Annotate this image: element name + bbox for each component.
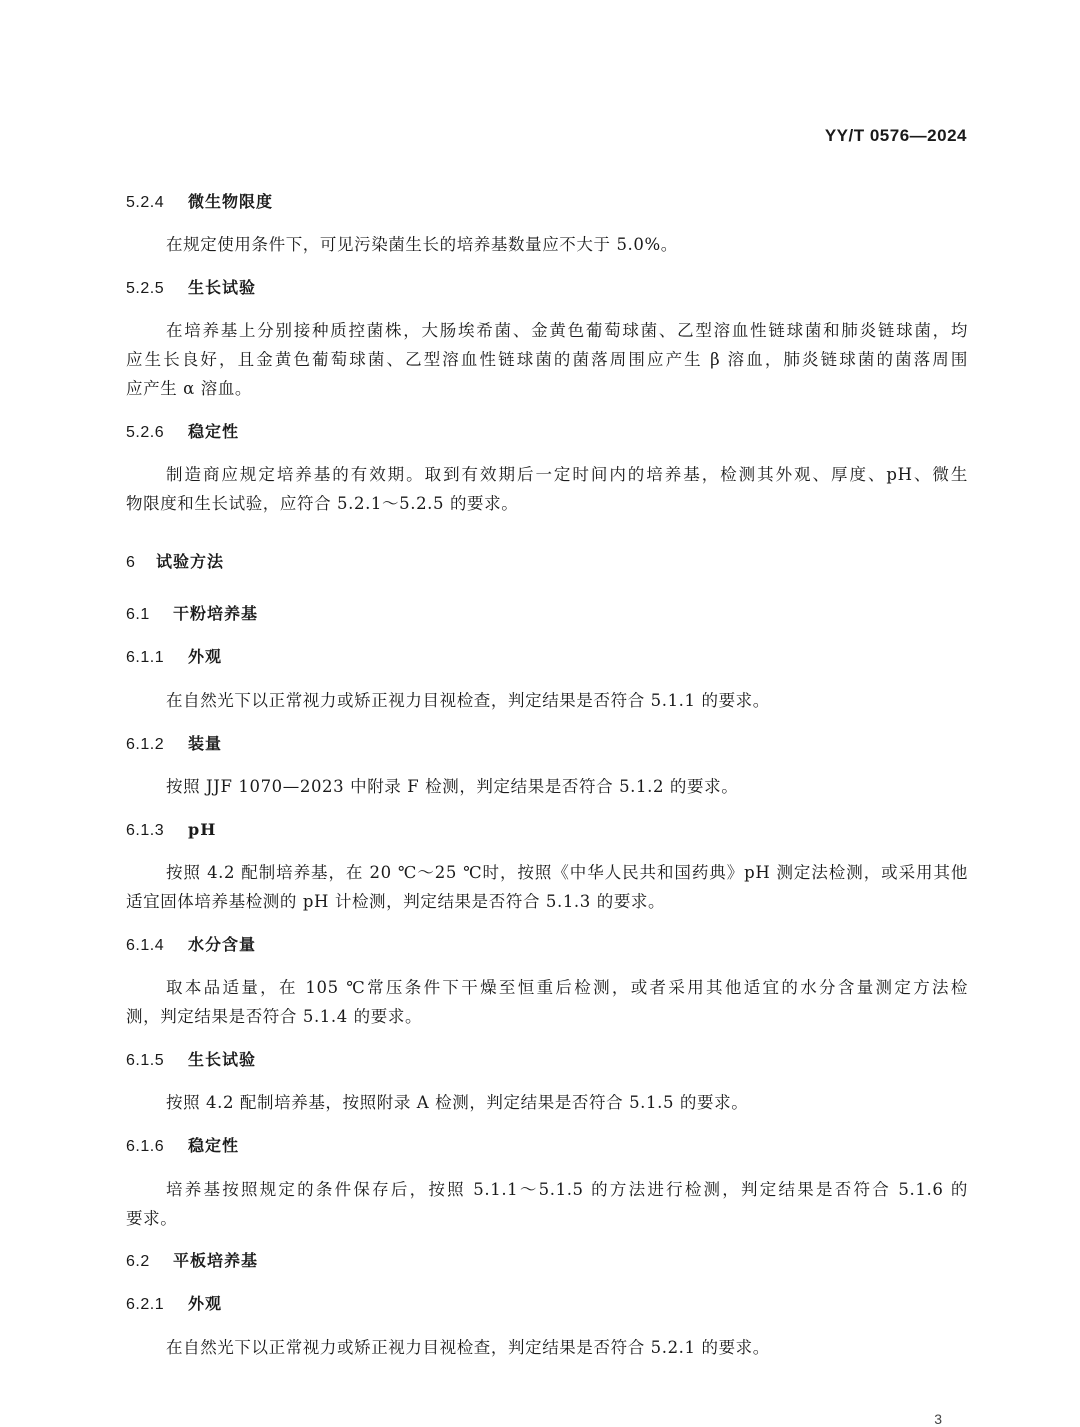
section-title: 生长试验 [188,1050,257,1069]
section-heading-6-1-3 [126,819,968,842]
section-number: 6.2.1 [126,1296,165,1313]
section-title: 平板培养基 [173,1251,259,1270]
section-number: 6.1.6 [126,1138,165,1155]
section-title: 稳定性 [188,1136,240,1155]
section-title: 稳定性 [188,422,240,441]
paragraph-line: 在自然光下以正常视力或矫正视力目视检查，判定结果是否符合 5.2.1 的要求。 [166,1338,770,1357]
section-title: 装量 [188,734,223,753]
section-title: 微生物限度 [188,192,274,211]
section-title: 干粉培养基 [173,604,259,623]
paragraph-line: 按照 JJF 1070—2023 中附录 F 检测，判定结果是否符合 5.1.2 的要求。 [166,777,739,796]
paragraph-5-2-6 [126,460,968,518]
paragraph-line: 培养基按照规定的条件保存后，按照 5.1.1～5.1.5 的方法进行检测，判定结果是否符合 5.1.6 的 [166,1180,968,1199]
section-title: 生长试验 [188,278,257,297]
paragraph-6-1-3 [126,858,968,916]
page-number: 3 [934,1411,942,1427]
section-number: 5.2.5 [126,280,165,297]
section-title: 水分含量 [188,935,257,954]
paragraph-6-1-4 [126,973,968,1031]
section-number: 6.1.4 [126,937,165,954]
paragraph-line: 在培养基上分别接种质控菌株，大肠埃希菌、金黄色葡萄球菌、乙型溶血性链球菌和肺炎链球菌，均 [166,321,968,340]
section-heading-5-2-4 [126,191,968,214]
section-number: 6.1.3 [126,822,165,839]
section-number: 6.2 [126,1253,150,1270]
section-number: 6.1.2 [126,736,165,753]
paragraph-line: 物限度和生长试验，应符合 5.2.1～5.2.5 的要求。 [126,494,519,513]
section-heading-6 [126,551,968,574]
paragraph-line: 应生长良好，且金黄色葡萄球菌、乙型溶血性链球菌的菌落周围应产生 β 溶血，肺炎链球菌的菌落周围 [126,350,968,369]
section-number: 5.2.4 [126,194,165,211]
paragraph-6-1-6 [126,1175,968,1233]
section-number: 6.1.1 [126,649,165,666]
paragraph-line: 按照 4.2 配制培养基，按照附录 A 检测，判定结果是否符合 5.1.5 的要求。 [166,1093,749,1112]
paragraph-6-1-2 [126,772,1008,801]
section-title: 外观 [188,1294,223,1313]
paragraph-line: 应产生 α 溶血。 [126,379,253,398]
section-heading-6-1 [126,603,968,626]
paragraph-line: 制造商应规定培养基的有效期。取到有效期后一定时间内的培养基，检测其外观、厚度、pH、微生 [166,465,968,484]
section-heading-5-2-6 [126,421,968,444]
section-heading-6-1-6 [126,1135,968,1158]
section-number: 6.1 [126,606,150,623]
section-heading-6-1-5 [126,1049,968,1072]
section-title: pH [188,820,217,839]
paragraph-line: 按照 4.2 配制培养基，在 20 ℃～25 ℃时，按照《中华人民共和国药典》pH 测定法检测，或采用其他 [166,863,968,882]
paragraph-line: 取本品适量，在 105 ℃常压条件下干燥至恒重后检测，或者采用其他适宜的水分含量测定方法检 [166,978,968,997]
paragraph-line: 适宜固体培养基检测的 pH 计检测，判定结果是否符合 5.1.3 的要求。 [126,892,666,911]
section-number: 5.2.6 [126,424,165,441]
section-title: 外观 [188,647,223,666]
section-heading-6-1-2 [126,733,968,756]
section-heading-6-1-1 [126,646,968,669]
section-heading-6-2-1 [126,1293,968,1316]
section-title: 试验方法 [156,552,225,571]
paragraph-line: 测，判定结果是否符合 5.1.4 的要求。 [126,1007,423,1026]
paragraph-6-1-1 [126,686,1008,715]
paragraph-line: 要求。 [126,1209,178,1228]
section-heading-6-2 [126,1250,968,1273]
paragraph-line: 在规定使用条件下，可见污染菌生长的培养基数量应不大于 5.0%。 [166,235,678,254]
section-number: 6 [126,554,136,571]
paragraph-6-1-5 [126,1088,1008,1117]
paragraph-5-2-5 [126,316,968,403]
paragraph-line: 在自然光下以正常视力或矫正视力目视检查，判定结果是否符合 5.1.1 的要求。 [166,691,770,710]
paragraph-5-2-4 [126,230,1008,259]
section-number: 6.1.5 [126,1052,165,1069]
standard-code-header: YY/T 0576—2024 [824,126,967,145]
section-heading-5-2-5 [126,277,968,300]
paragraph-6-2-1 [126,1333,1008,1362]
section-heading-6-1-4 [126,934,968,957]
